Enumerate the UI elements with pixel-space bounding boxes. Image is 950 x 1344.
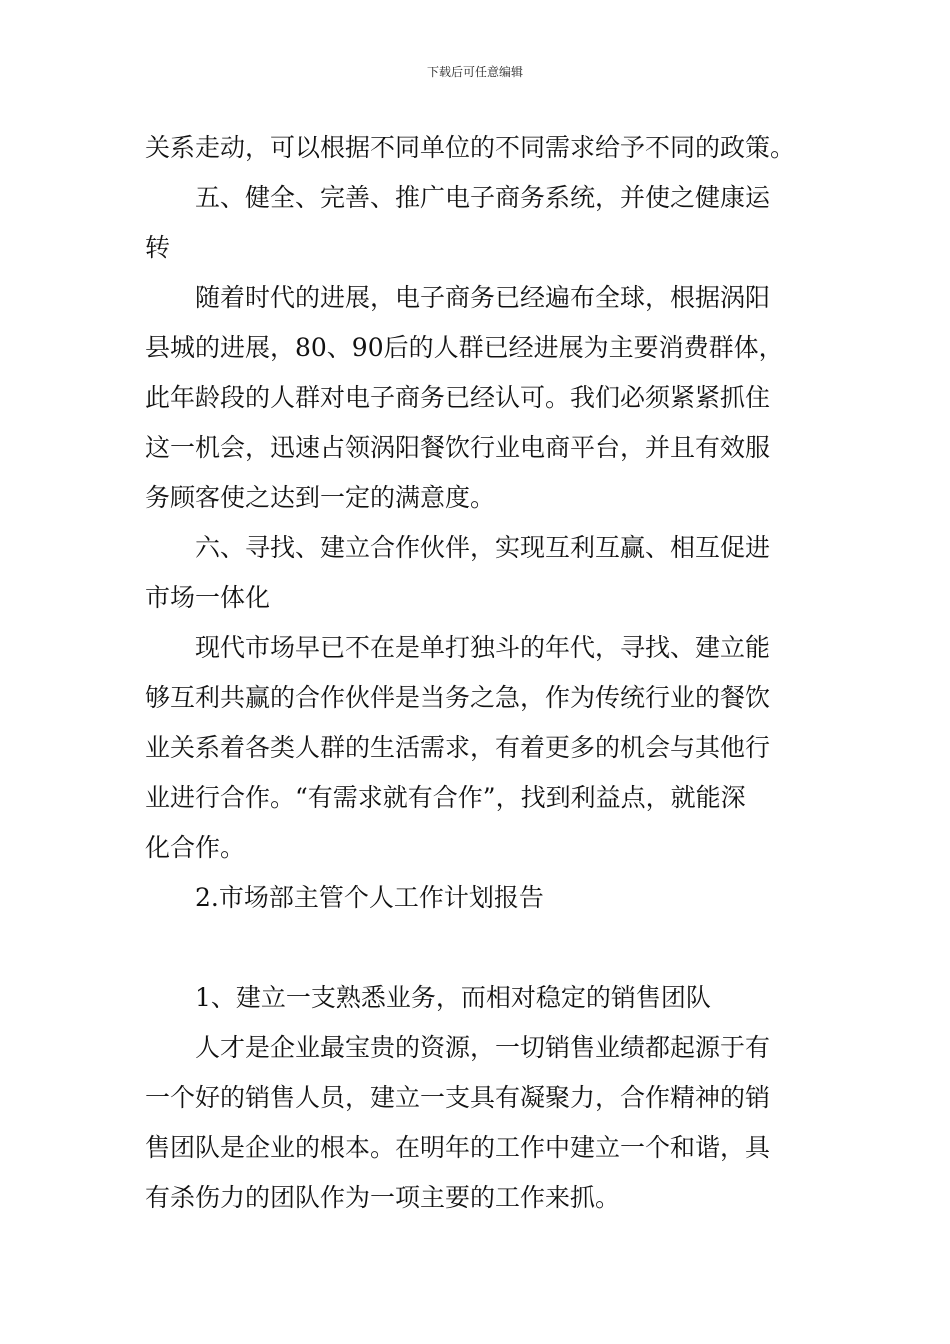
text-line: 随着时代的进展，电子商务已经遍布全球，根据涡阳 xyxy=(195,283,771,312)
text-line: 市场一体化 xyxy=(145,583,271,612)
text-line: 一个好的销售人员，建立一支具有凝聚力，合作精神的销 xyxy=(145,1083,771,1112)
text-line: 转 xyxy=(145,233,171,262)
text-line: 业进行合作。“有需求就有合作”，找到利益点，就能深 xyxy=(145,783,746,812)
text-line: 关系走动，可以根据不同单位的不同需求给予不同的政策。 xyxy=(145,133,796,162)
section-heading: 1、建立一支熟悉业务，而相对稳定的销售团队 xyxy=(195,983,711,1012)
text-line: 售团队是企业的根本。在明年的工作中建立一个和谐，具 xyxy=(145,1133,771,1162)
text-line: 人才是企业最宝贵的资源，一切销售业绩都起源于有 xyxy=(195,1033,771,1062)
page-header: 下载后可任意编辑 xyxy=(426,65,523,79)
text-line: 这一机会，迅速占领涡阳餐饮行业电商平台，并且有效服 xyxy=(145,433,771,462)
text-line: 务顾客使之达到一定的满意度。 xyxy=(145,483,496,512)
text-line: 此年龄段的人群对电子商务已经认可。我们必须紧紧抓住 xyxy=(145,383,771,412)
text-line: 业关系着各类人群的生活需求，有着更多的机会与其他行 xyxy=(145,733,771,762)
section-heading: 六、寻找、建立合作伙伴，实现互利互赢、相互促进 xyxy=(195,533,771,562)
text-line: 化合作。 xyxy=(145,833,246,862)
blank-line xyxy=(145,923,807,973)
text-line: 县城的进展，80、90后的人群已经进展为主要消费群体， xyxy=(145,333,784,362)
text-line: 有杀伤力的团队作为一项主要的工作来抓。 xyxy=(145,1183,621,1212)
document-body xyxy=(145,123,807,1223)
text-line: 够互利共赢的合作伙伴是当务之急，作为传统行业的餐饮 xyxy=(145,683,771,712)
report-title: 2.市场部主管个人工作计划报告 xyxy=(195,883,544,912)
text-line: 现代市场早已不在是单打独斗的年代，寻找、建立能 xyxy=(195,633,771,662)
section-heading: 五、健全、完善、推广电子商务系统，并使之健康运 xyxy=(195,183,771,212)
